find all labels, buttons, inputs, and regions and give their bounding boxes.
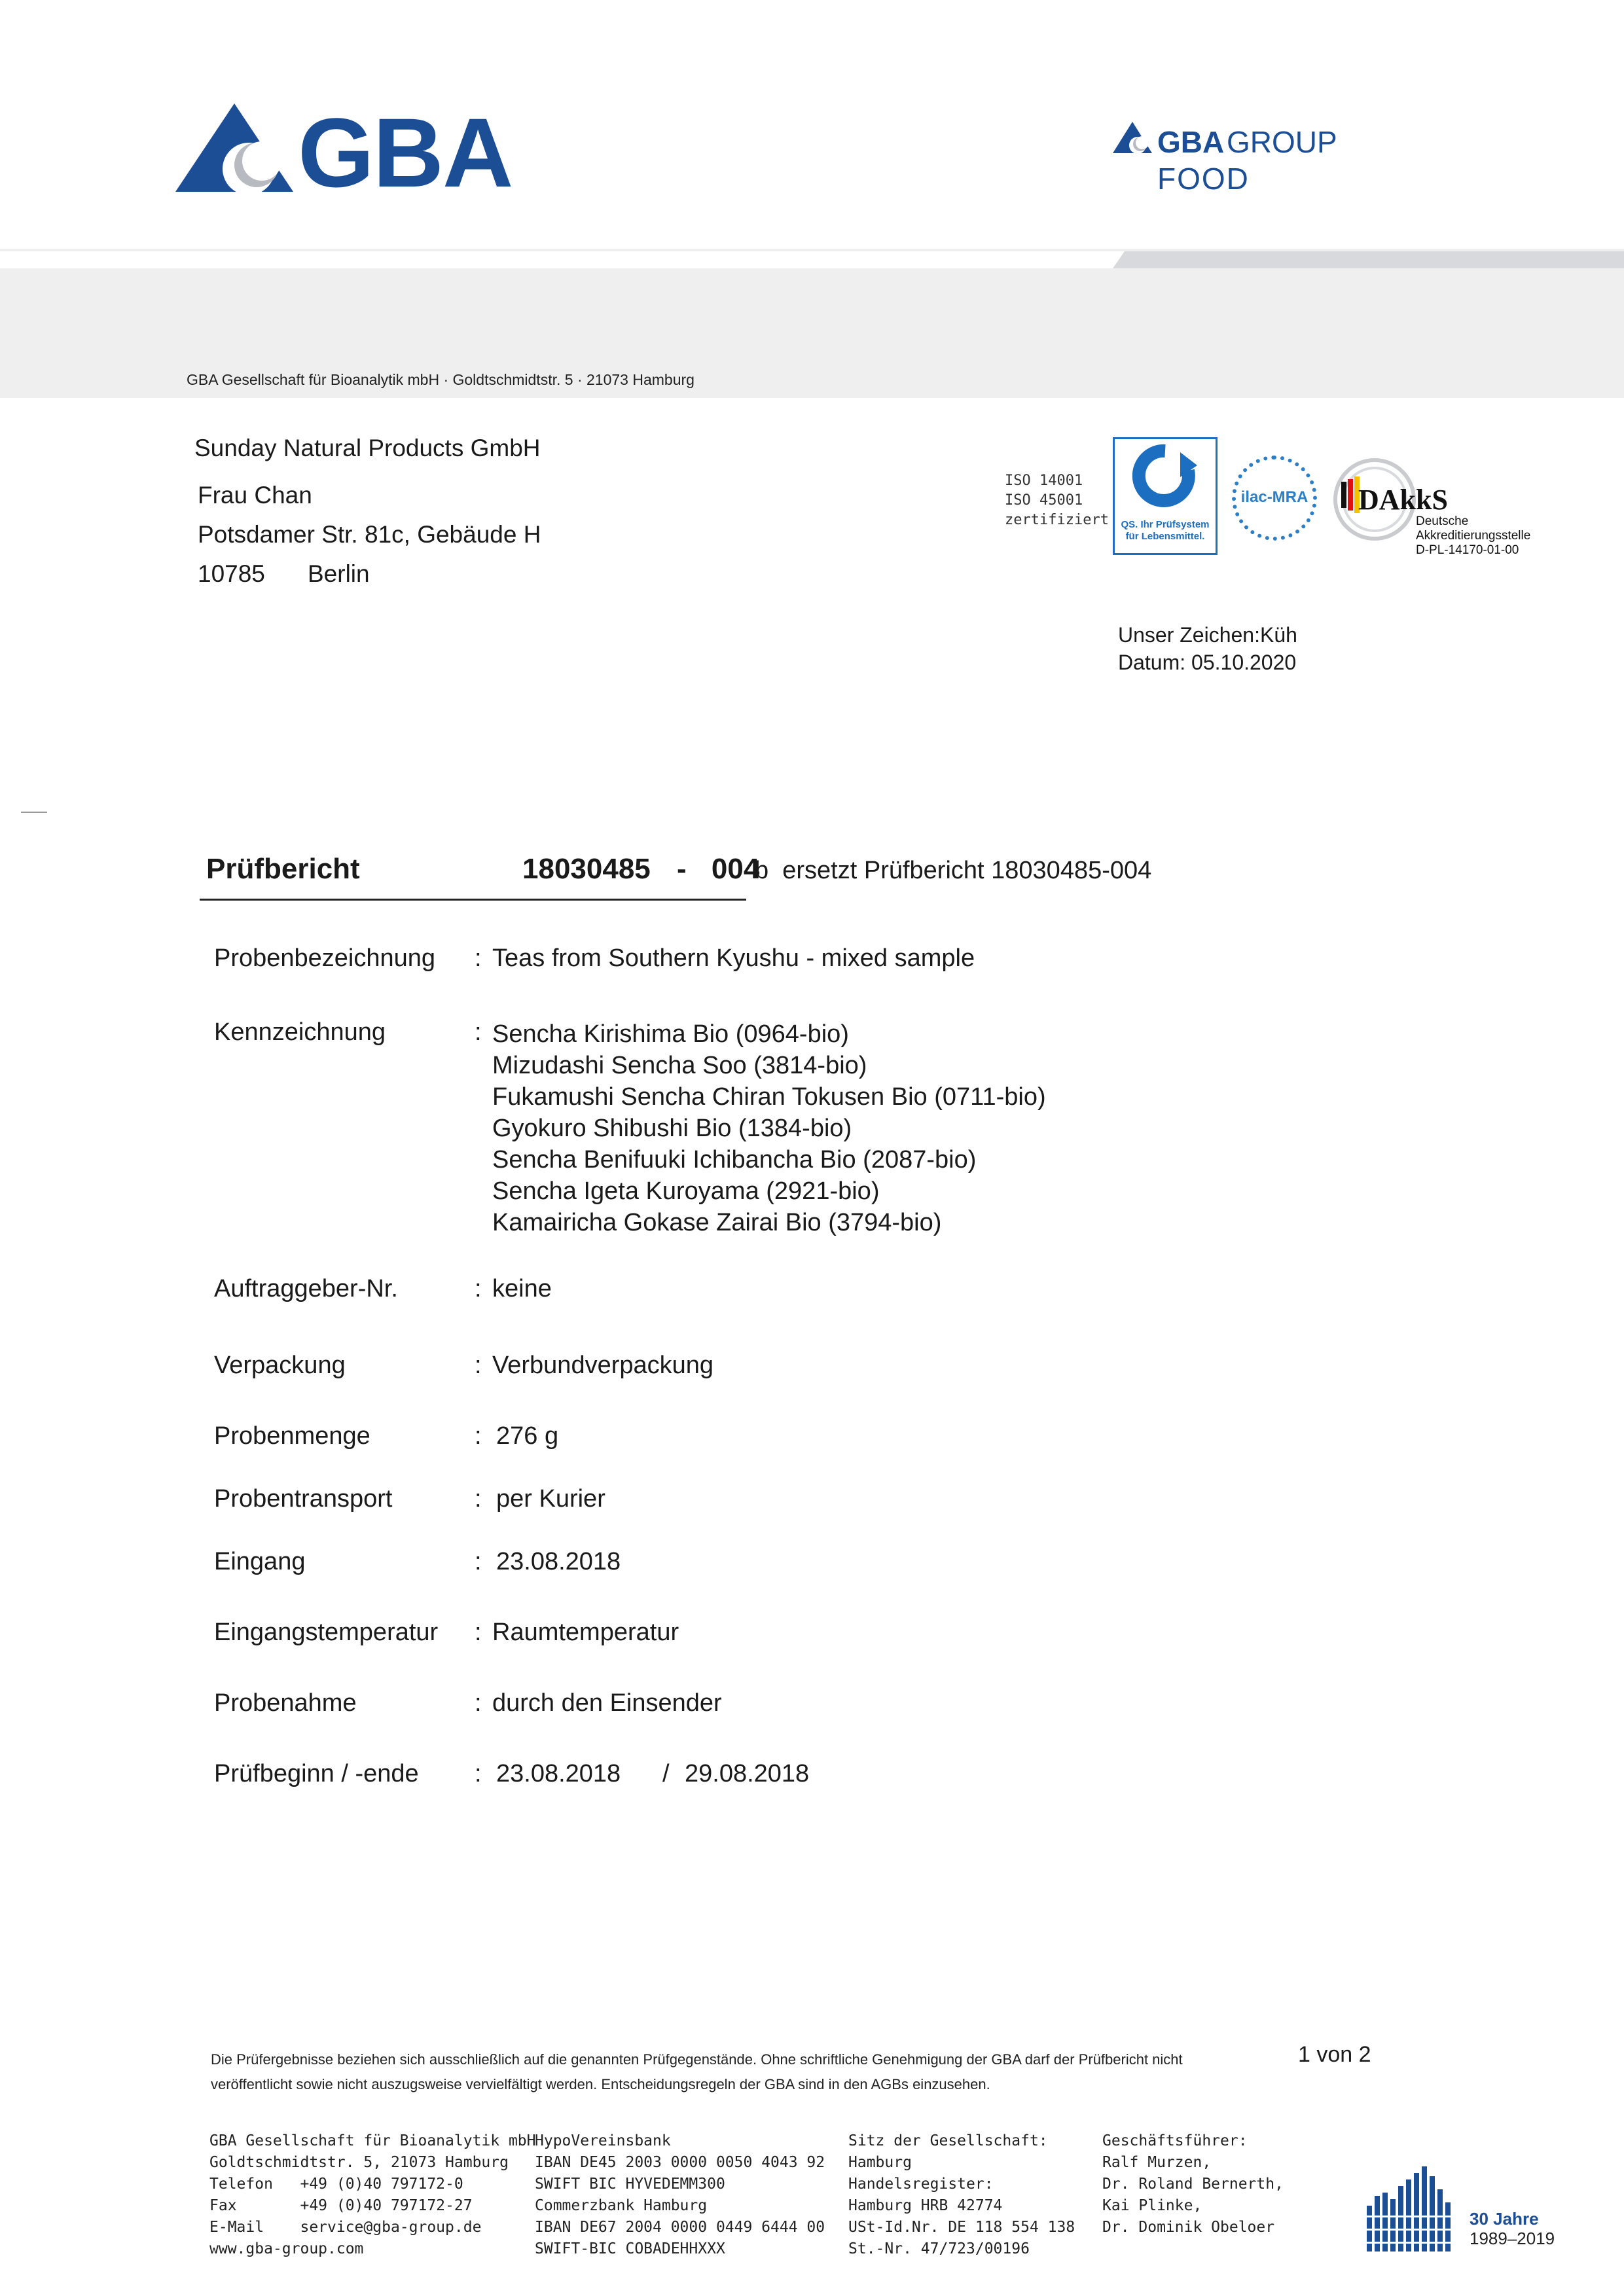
colon: : [475, 1352, 482, 1379]
recipient-contact: Frau Chan [198, 482, 312, 509]
dakks-caption [1416, 514, 1530, 558]
reference-sign: Unser Zeichen:Küh [1118, 623, 1297, 647]
label-probenahme: Probenahme [214, 1689, 357, 1717]
qs-caption [1115, 519, 1216, 543]
kennzeichnung-item: Mizudashi Sencha Soo (3814-bio) [492, 1052, 867, 1079]
value-probenbezeichnung: Teas from Southern Kyushu - mixed sample [492, 944, 975, 972]
label-probenbezeichnung: Probenbezeichnung [214, 944, 436, 972]
group-logo-group: GROUP [1227, 125, 1337, 159]
kennzeichnung-item: Sencha Kirishima Bio (0964-bio) [492, 1020, 849, 1048]
label-eingangstemperatur: Eingangstemperatur [214, 1619, 439, 1646]
group-logo-gba: GBA [1157, 125, 1225, 159]
footer-management: Geschäftsführer: Ralf Murzen, Dr. Roland Bernerth, Kai Plinke, Dr. Dominik Obeloer [1102, 2132, 1284, 2236]
label-kennzeichnung: Kennzeichnung [214, 1018, 386, 1046]
ilac-mra-badge [1232, 456, 1317, 541]
page-number: 1 von 2 [1298, 2042, 1371, 2067]
footer-company: GBA Gesellschaft für Bioanalytik mbH Goldtschmidtstr. 5, 21073 Hamburg Telefon +49 (0)40 797172-0 Fax +49 (0)40 797172-27 E-Mail service@gba-group.de www.gba-group.com [209, 2132, 536, 2257]
kennzeichnung-item: Fukamushi Sencha Chiran Tokusen Bio (0711-bio) [492, 1083, 1046, 1111]
footer-bank: HypoVereinsbank IBAN DE45 2003 0000 0050 4043 92 SWIFT BIC HYVEDEMM300 Commerzbank Hamburg IBAN DE67 2004 0000 0449 6444 00 SWIFT-BIC COBADEHHXXX [535, 2132, 825, 2257]
disclaimer-line: veröffentlicht sowie nicht auszugsweise vervielfältigt werden. Entscheidungsregeln der GBA sind in den AGBs einzusehen. [211, 2076, 990, 2092]
recipient-zip: 10785 [198, 560, 265, 587]
qs-arrow-icon [1115, 439, 1216, 511]
label-pruefbeginn: Prüfbeginn / -ende [214, 1760, 419, 1787]
value-kennzeichnung [492, 1018, 1046, 1238]
label-probenmenge: Probenmenge [214, 1422, 370, 1450]
value-auftraggeber: keine [492, 1275, 552, 1302]
label-probentransport: Probentransport [214, 1485, 393, 1513]
value-eingangstemperatur: Raumtemperatur [492, 1619, 679, 1646]
report-title: Prüfbericht [206, 853, 360, 885]
iso-line: ISO 45001 [1005, 492, 1083, 509]
sender-line: GBA Gesellschaft für Bioanalytik mbH · Goldtschmidtstr. 5 · 21073 Hamburg [187, 371, 695, 388]
colon: : [475, 1619, 482, 1646]
recipient-city: Berlin [308, 560, 370, 587]
report-note: b ersetzt Prüfbericht 18030485-004 [755, 857, 1152, 884]
title-underline [200, 899, 746, 901]
fold-mark [21, 812, 47, 813]
colon: : [475, 1422, 482, 1450]
qs-caption-line: für Lebensmittel. [1125, 531, 1205, 542]
kennzeichnung-item: Gyokuro Shibushi Bio (1384-bio) [492, 1115, 852, 1142]
group-logo-food: FOOD [1157, 162, 1250, 196]
colon: : [475, 1485, 482, 1513]
footer-registry: Sitz der Gesellschaft: Hamburg Handelsregister: Hamburg HRB 42774 USt-Id.Nr. DE 118 554 138 St.-Nr. 47/723/00196 [848, 2132, 1075, 2257]
kennzeichnung-item: Sencha Igeta Kuroyama (2921-bio) [492, 1177, 880, 1205]
value-eingang: 23.08.2018 [496, 1548, 621, 1575]
value-probentransport: per Kurier [496, 1485, 605, 1513]
iso-line: zertifiziert [1005, 512, 1109, 528]
value-pruefbeginn-end: 29.08.2018 [685, 1760, 810, 1787]
qs-caption-line: QS. Ihr Prüfsystem [1121, 519, 1210, 530]
colon: : [475, 1689, 482, 1717]
iso-line: ISO 14001 [1005, 473, 1083, 489]
jubilee-text [1470, 2209, 1555, 2248]
report-number-sub: 004 [711, 853, 760, 885]
colon: : [475, 1760, 482, 1787]
value-probenmenge: 276 g [496, 1422, 559, 1450]
colon: : [475, 1018, 482, 1046]
header-stripe-accent [1113, 251, 1624, 268]
kennzeichnung-item: Sencha Benifuuki Ichibancha Bio (2087-bio) [492, 1146, 977, 1174]
gba-logo-icon [175, 103, 293, 192]
report-number [522, 853, 759, 886]
gba-logo-text: GBA [298, 98, 513, 207]
qs-badge [1113, 437, 1218, 555]
reference-date: Datum: 05.10.2020 [1118, 651, 1297, 674]
colon: : [475, 1548, 482, 1575]
label-verpackung: Verpackung [214, 1352, 346, 1379]
value-probenahme: durch den Einsender [492, 1689, 722, 1717]
jubilee-emblem-icon [1367, 2166, 1465, 2251]
ilac-mra-text: ilac-MRA [1240, 488, 1308, 506]
dakks-line: D-PL-14170-01-00 [1416, 543, 1519, 557]
kennzeichnung-item: Kamairicha Gokase Zairai Bio (3794-bio) [492, 1209, 942, 1236]
value-pruefbeginn-start: 23.08.2018 [496, 1760, 621, 1787]
value-pruefbeginn-sep: / [662, 1760, 670, 1787]
dakks-title: DAkkS [1358, 484, 1448, 516]
jubilee-line: 30 Jahre [1470, 2209, 1539, 2229]
dakks-line: Deutsche [1416, 514, 1469, 528]
recipient-street: Potsdamer Str. 81c, Gebäude H [198, 521, 541, 548]
iso-certification [1005, 471, 1109, 530]
label-auftraggeber: Auftraggeber-Nr. [214, 1275, 398, 1302]
report-number-main: 18030485 [522, 853, 651, 885]
disclaimer-line: Die Prüfergebnisse beziehen sich ausschließlich auf die genannten Prüfgegenstände. Ohne schriftliche Genehmigung der GBA darf der Prüfbericht nicht [211, 2051, 1183, 2068]
label-eingang: Eingang [214, 1548, 306, 1575]
report-number-dash: - [677, 853, 687, 885]
recipient-company: Sunday Natural Products GmbH [194, 435, 541, 461]
colon: : [475, 1275, 482, 1302]
disclaimer [211, 2047, 1258, 2097]
colon: : [475, 944, 482, 972]
jubilee-years: 1989–2019 [1470, 2229, 1555, 2248]
value-verpackung: Verbundverpackung [492, 1352, 714, 1379]
gba-group-logo-icon [1113, 122, 1152, 153]
dakks-line: Akkreditierungsstelle [1416, 529, 1531, 543]
